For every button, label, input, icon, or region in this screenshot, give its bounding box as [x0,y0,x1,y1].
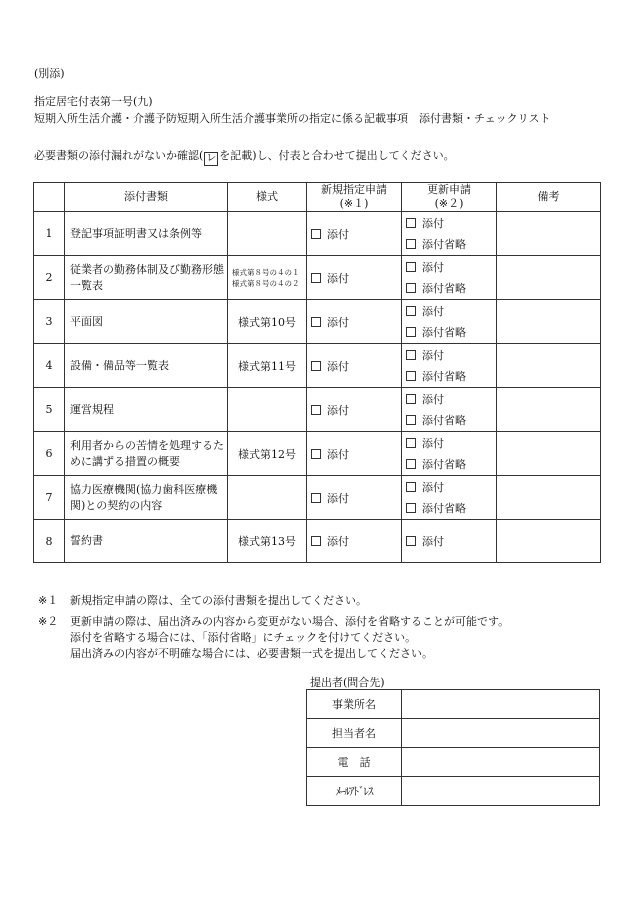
col-header-new-line2: (※１) [339,197,369,210]
table-row [34,212,601,256]
page-title: 短期入所生活介護・介護予防短期入所生活介護事業所の指定に係る記載事項 添付書類・チェックリスト [34,112,551,125]
row-number: 8 [34,520,65,563]
note-1 [38,593,598,609]
col-header-style: 様式 [228,183,307,212]
renewal-cell [402,300,497,344]
renew-omit-checkbox[interactable] [406,503,416,513]
note-2-line1: 更新申請の際は、届出済みの内容から変更がない場合、添付を省略することが可能です。 [70,615,510,628]
office-name-label: 事業所名 [307,690,402,719]
renew-attach-checkbox[interactable] [406,536,416,546]
style-cell: 様式第10号 [228,300,307,344]
note-2-line2: 添付を省略する場合には、「添付省略」にチェックを付けてください。 [70,631,417,644]
renew-omit-checkbox[interactable] [406,371,416,381]
renew-omit-label: 添付省略 [422,413,466,427]
remarks-cell[interactable] [497,256,601,300]
renewal-cell [402,520,497,563]
renew-attach-label: 添付 [422,436,444,450]
doc-name: 平面図 [65,300,228,344]
table-row [34,344,601,388]
new-attach-label: 添付 [327,535,349,548]
new-attach-checkbox[interactable] [311,449,321,459]
remarks-cell[interactable] [497,476,601,520]
new-application-cell [307,432,402,476]
doc-name: 誓約書 [65,520,228,563]
doc-name: 登記事項証明書又は条例等 [65,212,228,256]
table-row [34,300,601,344]
new-attach-label: 添付 [327,447,349,461]
row-number: 2 [34,256,65,300]
table-row [34,520,601,563]
phone-label: 電 話 [307,748,402,777]
row-number: 6 [34,432,65,476]
row-number: 5 [34,388,65,432]
renew-omit-label: 添付省略 [422,237,466,251]
style-cell [228,212,307,256]
renew-omit-checkbox[interactable] [406,459,416,469]
table-row [34,388,601,432]
note-2-line3: 届出済みの内容が不明確な場合には、必要書類一式を提出してください。 [70,647,433,660]
contact-person-label: 担当者名 [307,719,402,748]
style-line1: 様式第８号の４の１ [232,267,300,277]
renew-attach-label: 添付 [422,480,444,494]
col-header-doc: 添付書類 [65,183,228,212]
table-row [34,432,601,476]
style-cell [228,256,307,300]
renew-attach-checkbox[interactable] [406,394,416,404]
new-attach-label: 添付 [327,491,349,505]
doc-name: 設備・備品等一覧表 [65,344,228,388]
note-1-mark: ※１ [38,594,59,607]
email-label: ﾒｰﾙｱﾄﾞﾚｽ [307,777,402,806]
submitter-row [307,690,600,719]
new-attach-checkbox[interactable] [311,361,321,371]
renew-omit-checkbox[interactable] [406,415,416,425]
style-cell [228,388,307,432]
renewal-cell [402,212,497,256]
table-row [34,476,601,520]
new-attach-checkbox[interactable] [311,273,321,283]
renew-attach-checkbox[interactable] [406,350,416,360]
new-attach-label: 添付 [327,315,349,329]
new-attach-label: 添付 [327,271,349,285]
new-application-cell [307,344,402,388]
renew-attach-label: 添付 [422,260,444,274]
style-cell: 様式第11号 [228,344,307,388]
remarks-cell[interactable] [497,388,601,432]
renew-omit-checkbox[interactable] [406,327,416,337]
col-header-remarks: 備考 [497,183,601,212]
renew-omit-label: 添付省略 [422,281,466,295]
style-cell [228,476,307,520]
renew-attach-label: 添付 [422,392,444,406]
note-2-mark: ※２ [38,615,59,628]
instruction-after: を記載)し、付表と合わせて提出してください。 [219,149,455,162]
remarks-cell[interactable] [497,520,601,563]
contact-person-field[interactable] [402,719,600,748]
row-number: 7 [34,476,65,520]
col-header-new [307,183,402,212]
remarks-cell[interactable] [497,344,601,388]
style-cell: 様式第13号 [228,520,307,563]
doc-name: 協力医療機関(協力歯科医療機関)との契約の内容 [65,476,228,520]
new-application-cell [307,520,402,563]
doc-name: 運営規程 [65,388,228,432]
renew-omit-label: 添付省略 [422,369,466,383]
style-cell: 様式第12号 [228,432,307,476]
email-field[interactable] [402,777,600,806]
style-line2: 様式第８号の４の２ [232,278,300,288]
renew-attach-label: 添付 [422,535,444,548]
renew-attach-checkbox[interactable] [406,218,416,228]
row-number: 4 [34,344,65,388]
renew-omit-label: 添付省略 [422,325,466,339]
remarks-cell[interactable] [497,300,601,344]
renew-attach-checkbox[interactable] [406,262,416,272]
renew-attach-label: 添付 [422,304,444,318]
table-row [34,256,601,300]
col-header-no [34,183,65,212]
renew-attach-checkbox[interactable] [406,438,416,448]
col-header-new-line1: 新規指定申請 [321,183,387,196]
new-application-cell [307,476,402,520]
table-header-row [34,183,601,212]
instruction-before: 必要書類の添付漏れがないか確認( [34,149,204,162]
submitter-row [307,719,600,748]
new-attach-label: 添付 [327,359,349,373]
new-attach-label: 添付 [327,227,349,241]
new-application-cell [307,388,402,432]
office-name-field[interactable] [402,690,600,719]
form-number: 指定居宅付表第一号(九) [34,95,153,108]
checklist-table [33,182,601,563]
renew-omit-label: 添付省略 [422,457,466,471]
renew-attach-label: 添付 [422,348,444,362]
submitter-row [307,777,600,806]
renew-attach-checkbox[interactable] [406,306,416,316]
row-number: 3 [34,300,65,344]
doc-name: 利用者からの苦情を処理するために講ずる措置の概要 [65,432,228,476]
renew-attach-checkbox[interactable] [406,482,416,492]
note-2 [38,614,598,664]
submitter-row [307,748,600,777]
renewal-cell [402,256,497,300]
phone-field[interactable] [402,748,600,777]
row-number: 1 [34,212,65,256]
new-attach-checkbox[interactable] [311,317,321,327]
renewal-cell [402,476,497,520]
renewal-cell [402,388,497,432]
new-application-cell [307,256,402,300]
submitter-table [306,689,600,806]
note-1-text: 新規指定申請の際は、全ての添付書類を提出してください。 [70,594,367,607]
check-mark-box: レ [206,153,217,164]
instruction-text [34,147,455,166]
renewal-cell [402,344,497,388]
new-attach-checkbox[interactable] [311,493,321,503]
renewal-cell [402,432,497,476]
submitter-title: 提出者(問合先) [310,676,385,689]
new-attach-checkbox[interactable] [311,229,321,239]
col-header-renew [402,183,497,212]
renew-omit-checkbox[interactable] [406,239,416,249]
renew-omit-label: 添付省略 [422,501,466,515]
remarks-cell[interactable] [497,212,601,256]
renew-attach-label: 添付 [422,216,444,230]
remarks-cell[interactable] [497,432,601,476]
new-application-cell [307,212,402,256]
new-attach-checkbox[interactable] [311,536,321,546]
doc-name: 従業者の勤務体制及び勤務形態一覧表 [65,256,228,300]
new-attach-label: 添付 [327,403,349,417]
col-header-renew-line2: (※２) [434,197,464,210]
new-attach-checkbox[interactable] [311,405,321,415]
new-application-cell [307,300,402,344]
col-header-renew-line1: 更新申請 [427,183,471,196]
attachment-label: (別添) [34,67,65,80]
renew-omit-checkbox[interactable] [406,283,416,293]
